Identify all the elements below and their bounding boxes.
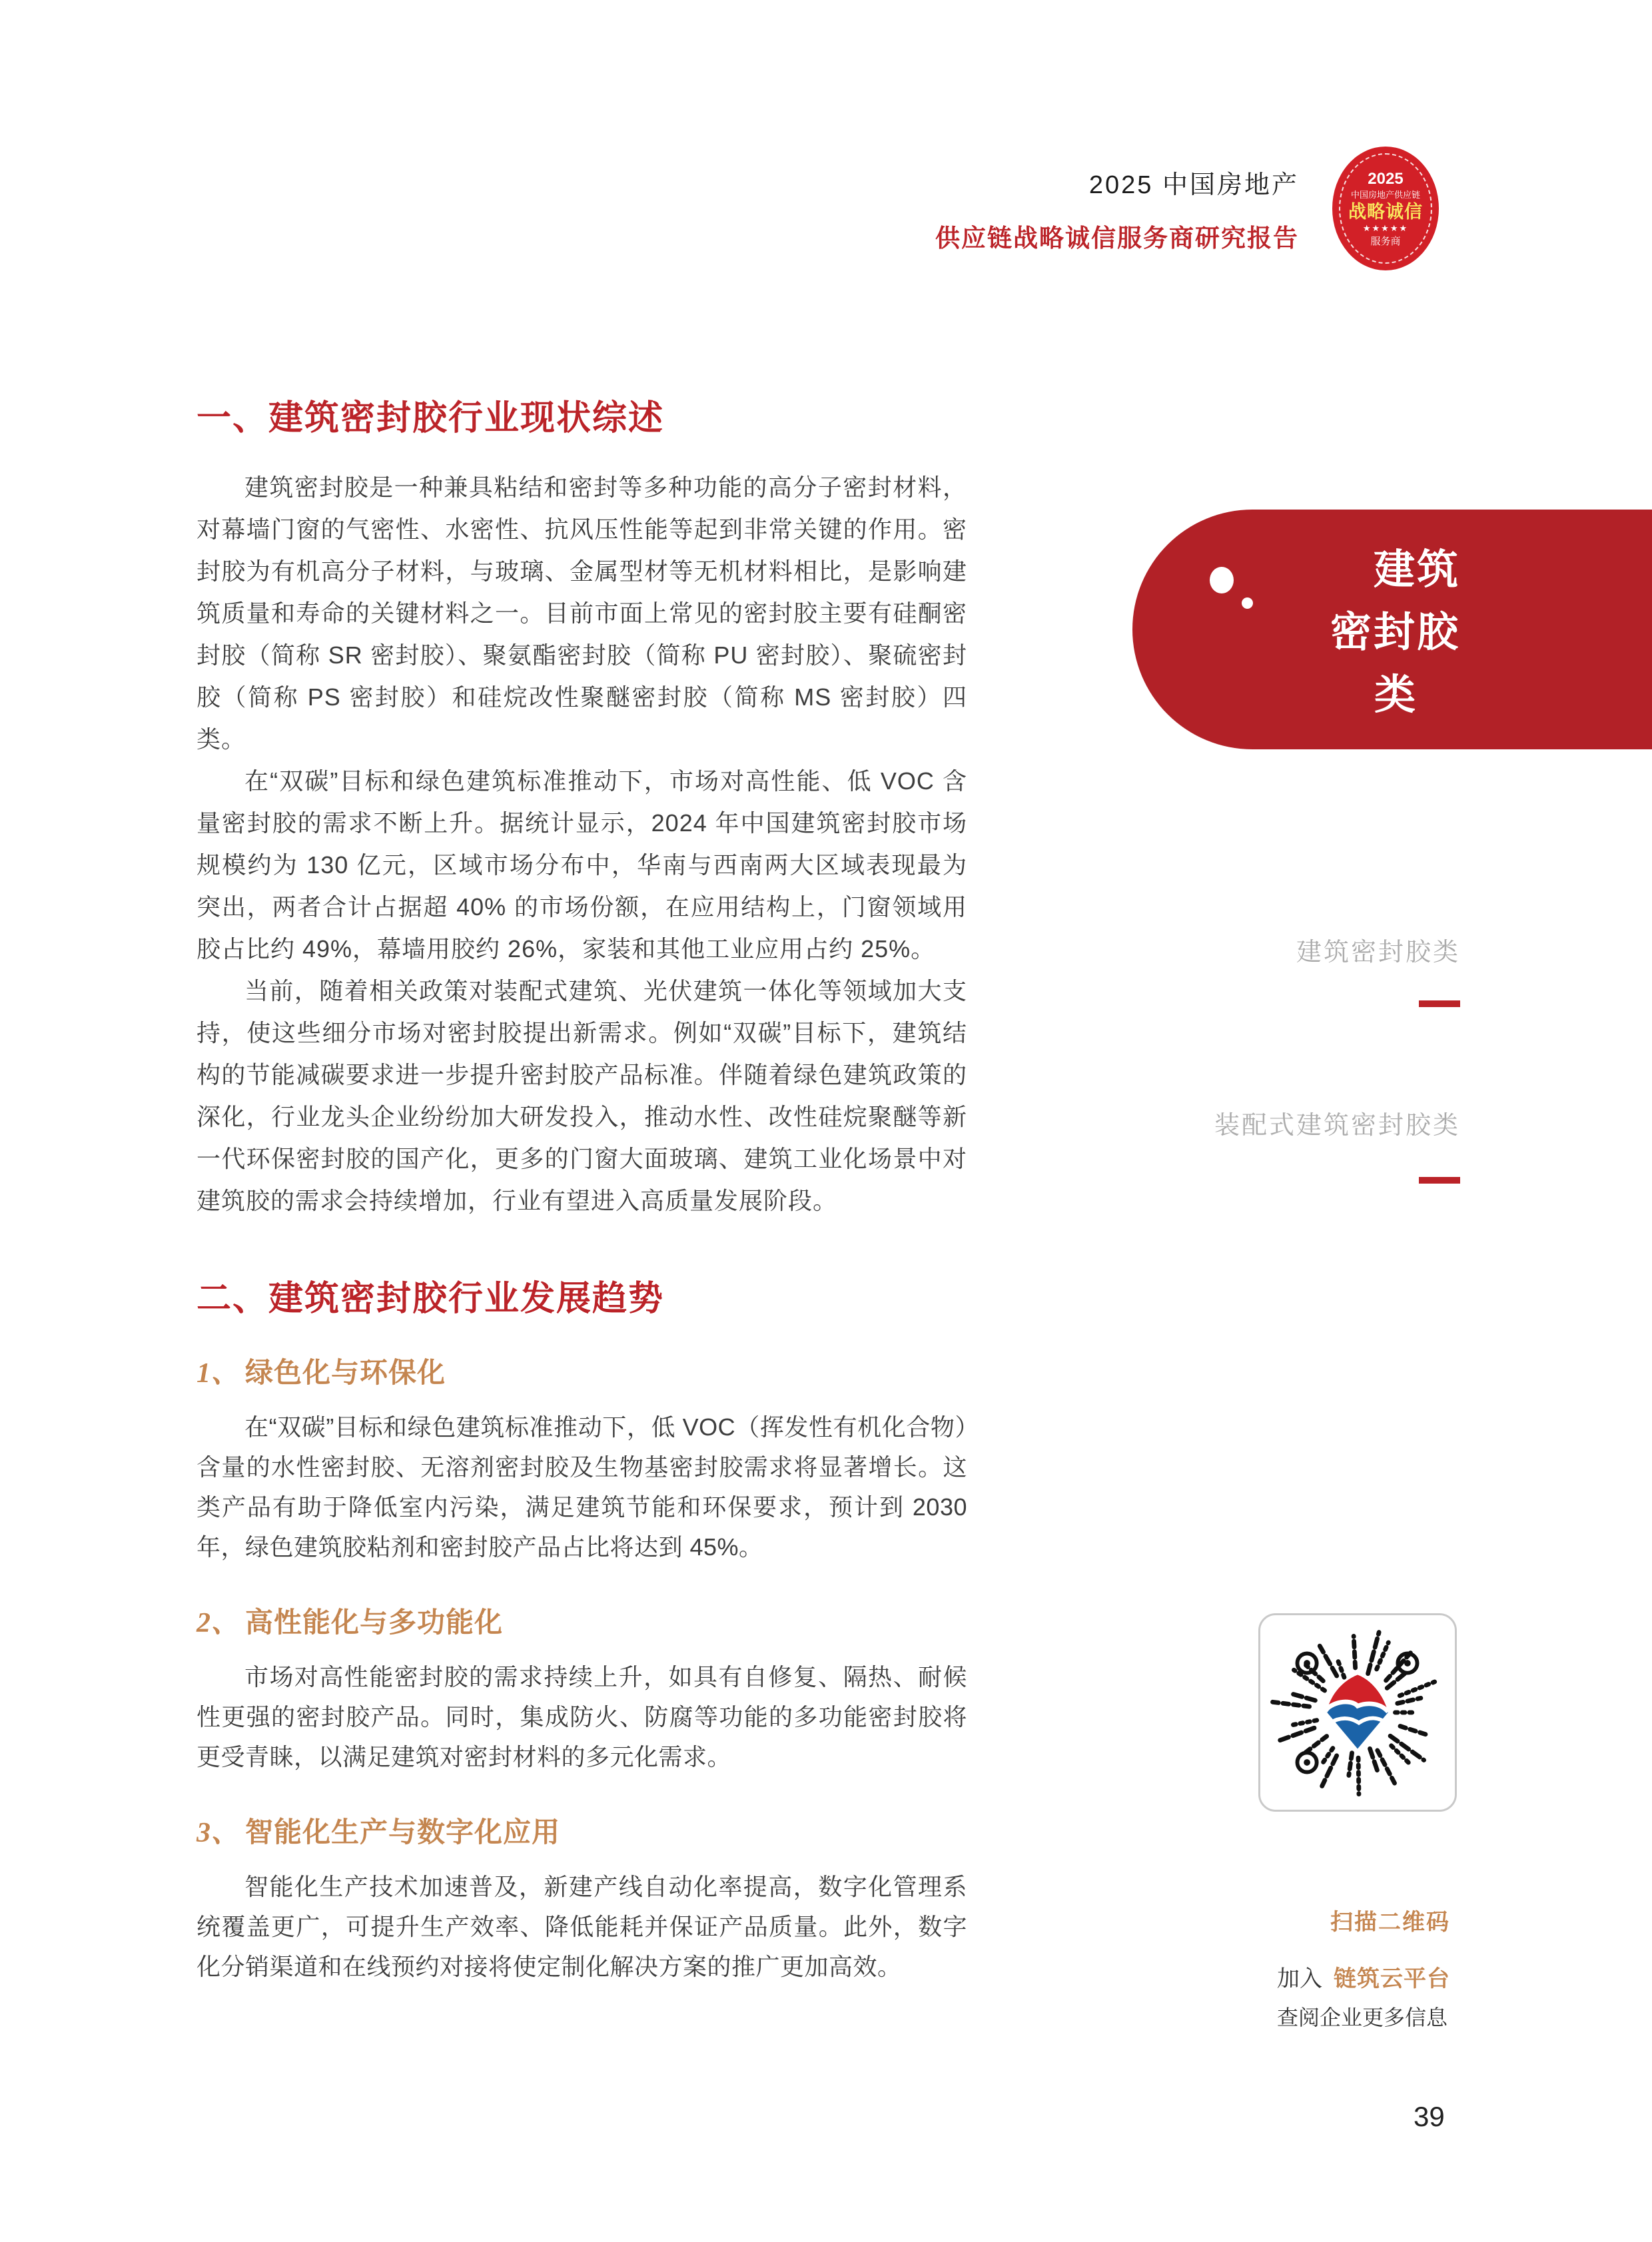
header-title: 2025 中国房地产 xyxy=(1088,171,1299,199)
subsection2-title xyxy=(197,1607,967,1639)
banner-line3: 类 xyxy=(1374,672,1418,718)
subsection1-title xyxy=(197,1357,967,1389)
qr-code-graphic xyxy=(1260,1615,1455,1810)
banner-line2: 密封胶 xyxy=(1330,609,1460,655)
banner-dot-large-icon xyxy=(1210,567,1234,593)
qr-code xyxy=(1258,1613,1457,1812)
seal-line2: 战略诚信 xyxy=(1348,202,1423,222)
qr-caption-join: 加入 xyxy=(1277,1966,1322,1992)
subsection1-paragraph: 在“双碳”目标和绿色建筑标准推动下，低 VOC（挥发性有机化合物）含量的水性密封胶、无溶剂密封胶及生物基密封胶需求将显著增长。这类产品有助于降低室内污染，满足建筑节能和环保要求，预计到 2030 年，绿色建筑胶粘剂和密封胶产品占比将达到 45%。 xyxy=(197,1413,967,1561)
page-number: 39 xyxy=(1414,2101,1445,2132)
section1-paragraph-2: 在“双碳”目标和绿色建筑标准推动下，市场对高性能、低 VOC 含量密封胶的需求不断上升。据统计显示，2024 年中国建筑密封胶市场规模约为 130 亿元，区域市场分布中，华南与西南两大区域表现最为突出，两者合计占据超 40% 的市场份额，在应用结构上，门窗领域用胶占比约 49%，幕墙用胶约 26%，家装和其他工业应用占约 25%。 xyxy=(197,767,967,962)
subsection1-number: 1、 xyxy=(197,1358,240,1389)
banner-line1: 建筑 xyxy=(1373,547,1460,593)
section2-title: 二、建筑密封胶行业发展趋势 xyxy=(197,1280,665,1318)
subsection3-paragraph: 智能化生产技术加速普及，新建产线自动化率提高，数字化管理系统覆盖更广，可提升生产效率、降低能耗并保证产品质量。此外，数字化分销渠道和在线预约对接将使定制化解决方案的推广更加高效。 xyxy=(197,1873,967,1980)
main-content xyxy=(197,400,967,1987)
subsection3-label: 智能化生产与数字化应用 xyxy=(245,1816,561,1848)
subsection1-label: 绿色化与环保化 xyxy=(245,1357,446,1388)
subsection2-number: 2、 xyxy=(197,1608,240,1639)
section1-paragraph-1: 建筑密封胶是一种兼具粘结和密封等多种功能的高分子密封材料，对幕墙门窗的气密性、水密性、抗风压性能等起到非常关键的作用。密封胶为有机高分子材料，与玻璃、金属型材等无机材料相比，是影响建筑质量和寿命的关键材料之一。目前市面上常见的密封胶主要有硅酮密封胶（简称 SR 密封胶）、聚氨酯密封胶（简称 PU 密封胶）、聚硫密封胶（简称 PS 密封胶）和硅烷改性聚醚密封胶（简称 MS 密封胶）四类。 xyxy=(197,474,967,753)
header-subtitle: 供应链战略诚信服务商研究报告 xyxy=(935,224,1299,252)
side-label-prefab-sealant: 装配式建筑密封胶类 xyxy=(1214,1112,1460,1140)
credit-seal-badge xyxy=(1332,147,1439,270)
qr-caption xyxy=(1277,1904,1450,2032)
category-banner-text xyxy=(1330,539,1460,727)
subsection2-label: 高性能化与多功能化 xyxy=(245,1607,504,1638)
side-label-dash-icon xyxy=(1419,1177,1460,1184)
side-label-sealant: 建筑密封胶类 xyxy=(1296,938,1460,966)
section1-paragraph-3: 当前，随着相关政策对装配式建筑、光伏建筑一体化等领域加大支持，使这些细分市场对密封胶提出新需求。例如“双碳”目标下，建筑结构的节能减碳要求进一步提升密封胶产品标准。伴随着绿色建筑政策的深化，行业龙头企业纷纷加大研发投入，推动水性、改性硅烷聚醚等新一代环保密封胶的国产化，更多的门窗大面玻璃、建筑工业化场景中对建筑胶的需求会持续增加，行业有望进入高质量发展阶段。 xyxy=(197,977,967,1214)
qr-caption-platform: 链筑云平台 xyxy=(1334,1966,1450,1992)
qr-caption-more: 查阅企业更多信息 xyxy=(1277,2006,1448,2030)
qr-caption-scan: 扫描二维码 xyxy=(1330,1910,1450,1935)
seal-line1: 中国房地产供应链 xyxy=(1350,190,1420,200)
qr-caption-join-line xyxy=(1277,1960,1450,1993)
subsection2-paragraph: 市场对高性能密封胶的需求持续上升，如具有自修复、隔热、耐候性更强的密封胶产品。同时，集成防火、防腐等功能的多功能密封胶将更受青睐，以满足建筑对密封材料的多元化需求。 xyxy=(197,1663,967,1770)
seal-line3: 服务商 xyxy=(1370,236,1401,248)
page-header xyxy=(935,164,1299,254)
seal-stars: ★★★★★ xyxy=(1362,223,1409,234)
category-banner xyxy=(1132,510,1652,749)
subsection3-title xyxy=(197,1817,967,1848)
qr-center-logo-icon xyxy=(1327,1675,1388,1749)
side-label-dash-icon xyxy=(1419,1000,1460,1007)
seal-year: 2025 xyxy=(1368,169,1404,188)
section1-title: 一、建筑密封胶行业现状综述 xyxy=(197,399,665,438)
banner-dot-small-icon xyxy=(1242,597,1253,609)
subsection3-number: 3、 xyxy=(197,1818,240,1848)
